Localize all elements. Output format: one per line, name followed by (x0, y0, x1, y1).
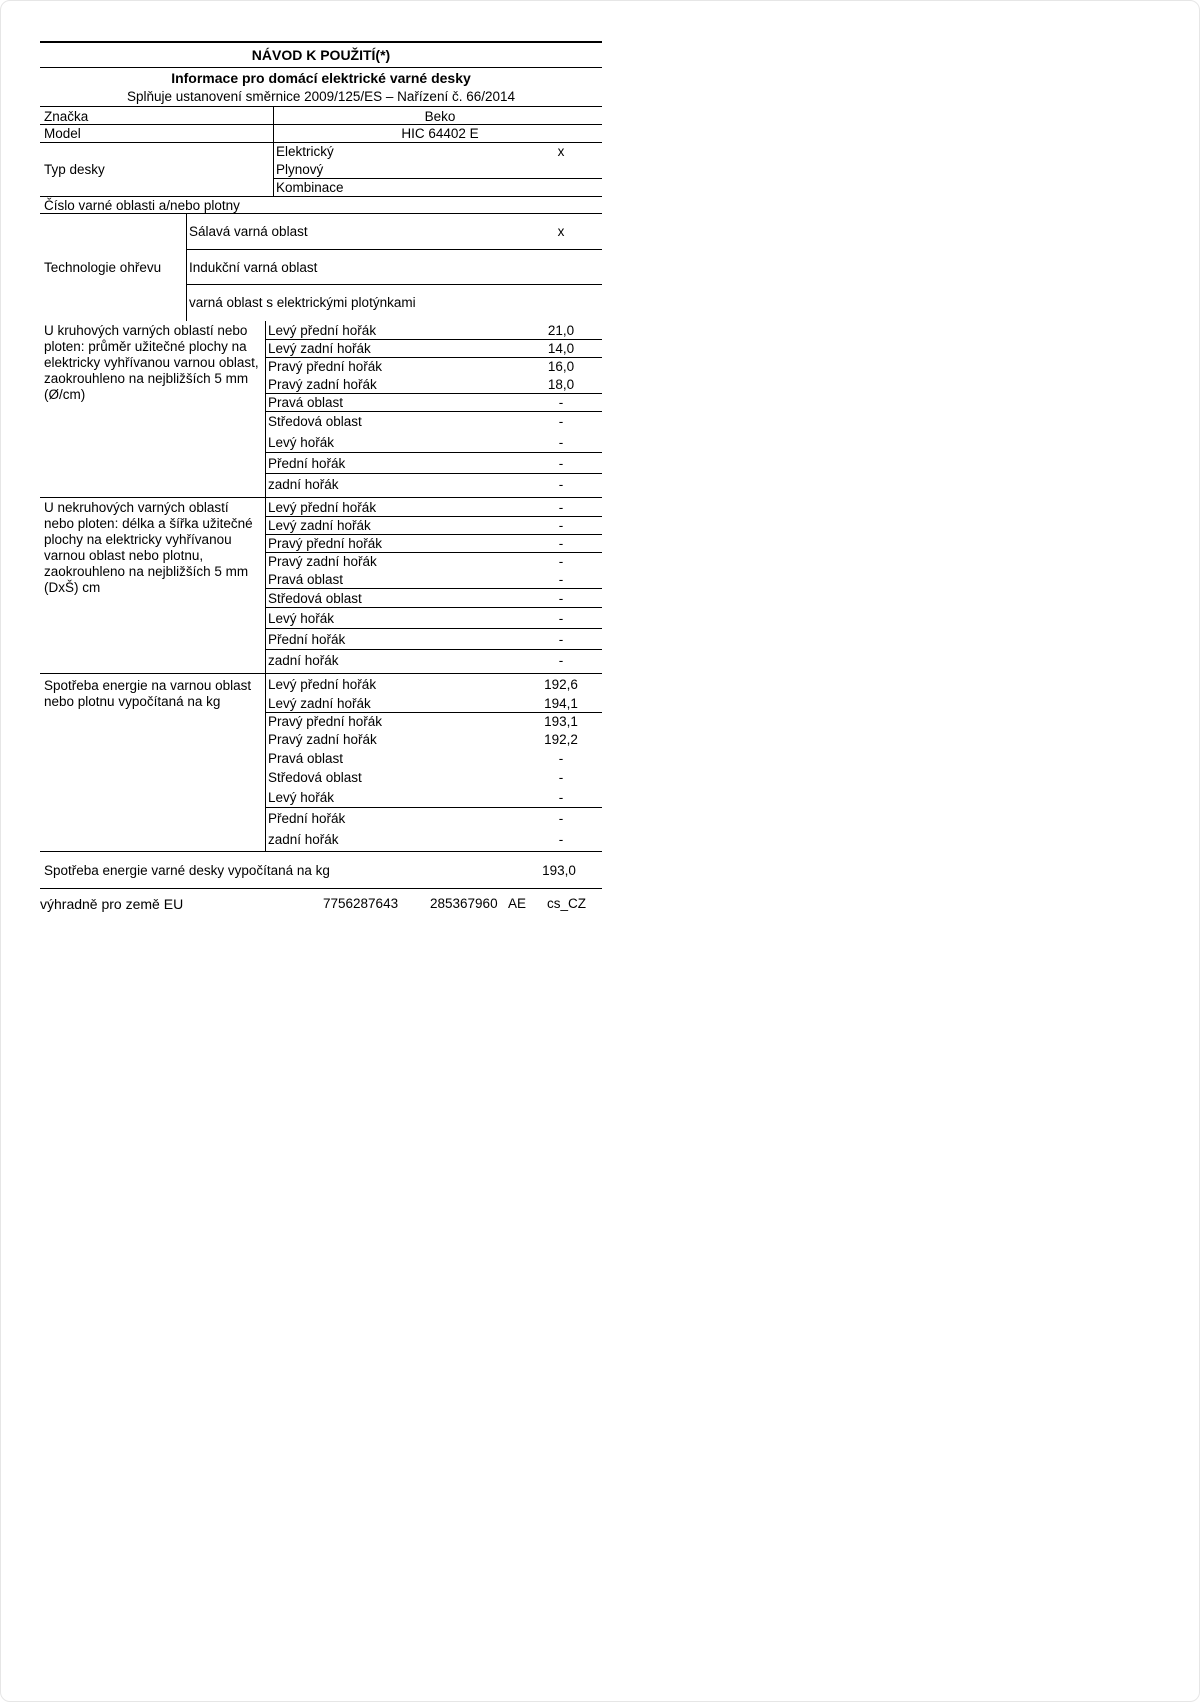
heating-tech-row (40, 214, 602, 321)
nonround-zone-row (266, 589, 602, 608)
round-zone-row (266, 453, 602, 474)
zone-value: 194,1 (544, 696, 578, 711)
zone-value: - (558, 611, 564, 626)
brand-row (40, 106, 602, 125)
round-zones-entries (266, 321, 602, 497)
hob-type-label: Typ desky (40, 143, 274, 196)
round-zone-row (266, 432, 602, 453)
zone-value: 18,0 (547, 377, 575, 392)
energy-zone-row (266, 829, 602, 850)
hob-type-options (274, 143, 602, 196)
energy-zones-entries (266, 674, 602, 851)
nonround-zone-row (266, 571, 602, 589)
zone-name: Přední hořák (268, 811, 346, 826)
zone-value: 193,1 (544, 714, 578, 729)
zone-name: zadní hořák (268, 832, 339, 847)
brand-label: Značka (40, 107, 274, 124)
footer-code-3: AE (508, 896, 527, 911)
zone-name: zadní hořák (268, 477, 339, 492)
sheet-footer (40, 889, 602, 919)
round-zone-row (266, 412, 602, 432)
zone-value: - (558, 751, 564, 766)
nonround-zone-row (266, 608, 602, 629)
zone-name: Pravý přední hořák (268, 359, 383, 374)
hob-type-option-mark (520, 179, 602, 196)
hob-type-option-name: Kombinace (276, 180, 344, 195)
zone-name: Středová oblast (268, 414, 362, 429)
zone-name: Pravá oblast (268, 572, 344, 587)
round-zone-row (266, 321, 602, 340)
zone-value: - (558, 832, 564, 847)
heating-tech-option-name: varná oblast s elektrickými plotýnkami (189, 295, 416, 310)
round-zones-label: U kruhových varných oblastí nebo ploten: průměr užitečné plochy na elektricky vyhřívanou varnou oblast, zaokrouhleno na nejbližších 5 mm (Ø/cm) (40, 321, 266, 497)
zone-name: Levý přední hořák (268, 677, 377, 692)
zone-value: - (558, 591, 564, 606)
nonround-zone-row (266, 535, 602, 553)
round-zone-row (266, 340, 602, 358)
zone-value: - (558, 536, 564, 551)
model-value: HIC 64402 E (401, 126, 479, 141)
zone-value: - (558, 435, 564, 450)
zone-value: 192,6 (544, 677, 578, 692)
footer-eu-note: výhradně pro země EU (40, 896, 184, 912)
zone-name: Levý přední hořák (268, 323, 377, 338)
nonround-zone-row (266, 498, 602, 517)
zone-name: Levý přední hořák (268, 500, 377, 515)
energy-zone-row (266, 808, 602, 829)
zone-value: - (558, 572, 564, 587)
zone-name: Pravý zadní hořák (268, 732, 377, 747)
energy-zone-row (266, 749, 602, 768)
hob-type-option-name: Elektrický (276, 144, 334, 159)
zone-value: 14,0 (547, 341, 575, 356)
zone-value: - (558, 518, 564, 533)
heating-tech-option (187, 285, 602, 321)
round-zone-row (266, 394, 602, 412)
footer-code-2: 285367960 (430, 896, 498, 911)
zone-name: zadní hořák (268, 653, 339, 668)
energy-zones-label: Spotřeba energie na varnou oblast nebo plotnu vypočítaná na kg (40, 674, 266, 851)
heating-tech-options (187, 214, 602, 321)
zone-count-row (40, 197, 602, 214)
hob-type-option-mark (520, 161, 602, 178)
round-zone-row (266, 358, 602, 376)
heating-tech-option-mark (520, 285, 602, 321)
nonround-zones-block (40, 498, 602, 674)
heating-tech-option (187, 250, 602, 285)
zone-value: - (558, 653, 564, 668)
zone-value: 21,0 (547, 323, 575, 338)
zone-name: Levý zadní hořák (268, 518, 371, 533)
zone-name: Levý hořák (268, 611, 335, 626)
hob-type-option (274, 161, 602, 179)
nonround-zone-row (266, 629, 602, 650)
energy-zone-row (266, 768, 602, 787)
zone-name: Přední hořák (268, 632, 346, 647)
footer-locale: cs_CZ (547, 896, 587, 911)
zone-value: 16,0 (547, 359, 575, 374)
directive-line: Splňuje ustanovení směrnice 2009/125/ES – Nařízení č. 66/2014 (127, 89, 515, 104)
heating-tech-option-mark (520, 250, 602, 284)
nonround-zones-entries (266, 498, 602, 673)
zone-name: Pravý přední hořák (268, 536, 383, 551)
zone-name: Levý hořák (268, 435, 335, 450)
nonround-zones-label: U nekruhových varných oblastí nebo ploten: délka a šířka užitečné plochy na elektricky vyhřívanou varnou oblast nebo plotnu, zaokrouhleno na nejbližších 5 mm (DxŠ) cm (40, 498, 266, 673)
round-zones-block (40, 321, 602, 498)
zone-name: Pravý zadní hořák (268, 554, 377, 569)
zone-value: - (558, 632, 564, 647)
zone-value: - (558, 811, 564, 826)
zone-name: Levý hořák (268, 790, 335, 805)
zone-name: Přední hořák (268, 456, 346, 471)
zone-value: - (558, 554, 564, 569)
model-row (40, 125, 602, 143)
brand-value: Beko (424, 109, 456, 124)
zone-value: - (558, 500, 564, 515)
zone-name: Levý zadní hořák (268, 341, 371, 356)
nonround-zone-row (266, 650, 602, 671)
zone-value: - (558, 790, 564, 805)
product-info-sheet (40, 41, 602, 919)
zone-value: - (558, 477, 564, 492)
round-zone-row (266, 376, 602, 394)
nonround-zone-row (266, 517, 602, 535)
heating-tech-option-name: Sálavá varná oblast (189, 224, 308, 239)
heating-tech-option-mark: x (557, 224, 565, 239)
energy-zone-row (266, 731, 602, 749)
heating-tech-option-name: Indukční varná oblast (189, 260, 318, 275)
hob-type-row (40, 143, 602, 197)
zone-name: Středová oblast (268, 591, 362, 606)
zone-count-label: Číslo varné oblasti a/nebo plotny (44, 198, 240, 213)
energy-zones-block (40, 674, 602, 852)
zone-name: Pravá oblast (268, 751, 344, 766)
zone-name: Pravá oblast (268, 395, 344, 410)
zone-value: - (558, 770, 564, 785)
footer-code-1: 7756287643 (323, 896, 399, 911)
hob-type-option-mark: x (557, 144, 565, 159)
nonround-zone-row (266, 553, 602, 571)
heating-tech-label: Technologie ohřevu (40, 214, 187, 321)
hob-type-option (274, 179, 602, 196)
zone-name: Levý zadní hořák (268, 696, 371, 711)
round-zone-row (266, 474, 602, 495)
energy-zone-row (266, 713, 602, 731)
heating-tech-option (187, 214, 602, 250)
zone-value: - (558, 395, 564, 410)
hob-type-option-name: Plynový (276, 162, 324, 177)
energy-zone-row (266, 787, 602, 808)
zone-value: 192,2 (544, 732, 578, 747)
zone-value: - (558, 414, 564, 429)
model-label: Model (40, 125, 274, 142)
energy-zone-row (266, 674, 602, 695)
zone-name: Pravý přední hořák (268, 714, 383, 729)
energy-total-label: Spotřeba energie varné desky vypočítaná na kg (44, 863, 330, 878)
energy-total-row (40, 852, 602, 889)
sheet-subtitle: Informace pro domácí elektrické varné desky (171, 70, 471, 86)
energy-zone-row (266, 695, 602, 713)
hob-type-option (274, 143, 602, 161)
zone-name: Pravý zadní hořák (268, 377, 377, 392)
zone-name: Středová oblast (268, 770, 362, 785)
sheet-title: NÁVOD K POUŽITÍ(*) (40, 43, 602, 68)
energy-total-value: 193,0 (542, 863, 576, 878)
zone-value: - (558, 456, 564, 471)
